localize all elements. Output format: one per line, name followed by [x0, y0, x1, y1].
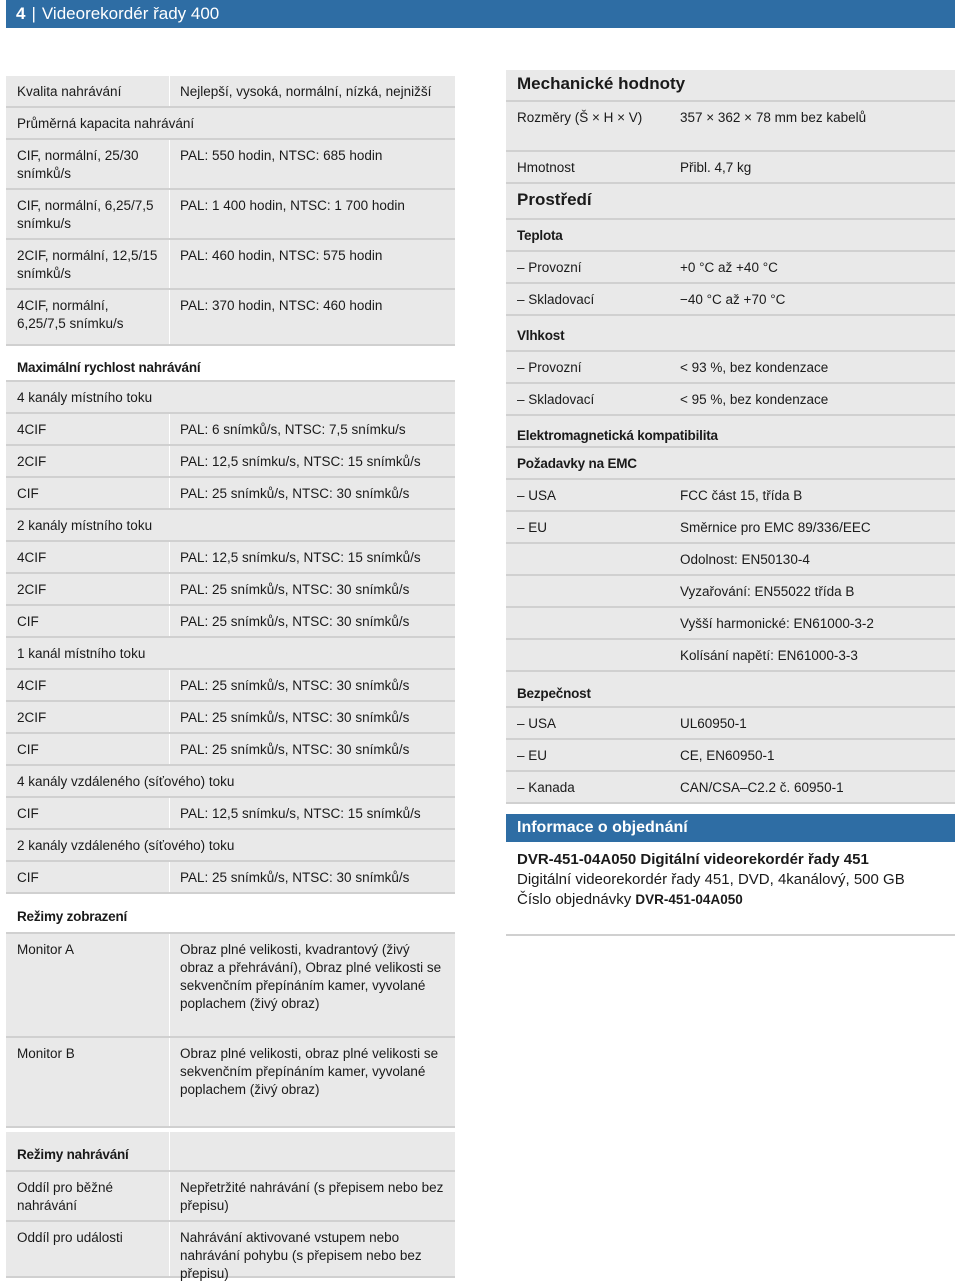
group-label: 2 kanály vzdáleného (síťového) toku: [6, 830, 455, 860]
spec-value: Nepřetržité nahrávání (s přepisem nebo bez přepisu): [170, 1172, 455, 1220]
spec-row: [6, 734, 455, 766]
spec-label: Hmotnost: [506, 152, 670, 182]
spec-value: −40 °C až +70 °C: [670, 284, 955, 314]
spec-row: [506, 608, 955, 640]
spec-row: [506, 576, 955, 608]
spec-label: CIF, normální, 25/30 snímků/s: [6, 140, 169, 188]
spec-value: PAL: 460 hodin, NTSC: 575 hodin: [170, 240, 455, 288]
group-label: 4 kanály vzdáleného (síťového) toku: [6, 766, 455, 796]
spec-value: PAL: 12,5 snímku/s, NTSC: 15 snímků/s: [170, 542, 455, 572]
document-title: Videorekordér řady 400: [41, 4, 220, 23]
spec-value: PAL: 25 snímků/s, NTSC: 30 snímků/s: [170, 734, 455, 764]
spec-label: CIF: [6, 606, 169, 636]
spec-value: Odolnost: EN50130-4: [670, 544, 955, 574]
spec-value: PAL: 370 hodin, NTSC: 460 hodin: [170, 290, 455, 344]
spec-row: [6, 542, 455, 574]
spec-label: Oddíl pro události: [6, 1222, 169, 1276]
spec-value: < 93 %, bez kondenzace: [670, 352, 955, 382]
spec-value: PAL: 12,5 snímku/s, NTSC: 15 snímků/s: [170, 446, 455, 476]
spec-label: Kvalita nahrávání: [6, 76, 169, 106]
spec-value: PAL: 550 hodin, NTSC: 685 hodin: [170, 140, 455, 188]
spec-row: [6, 414, 455, 446]
spec-value: 357 × 362 × 78 mm bez kabelů: [670, 102, 955, 150]
section-heading-row: [506, 70, 955, 102]
spec-label: 2CIF: [6, 702, 169, 732]
spec-row: [506, 740, 955, 772]
spec-value: PAL: 25 snímků/s, NTSC: 30 snímků/s: [170, 702, 455, 732]
section-heading-row: [506, 184, 955, 220]
recording-modes-heading: Režimy nahrávání: [6, 1132, 169, 1170]
spec-value: Obraz plné velikosti, kvadrantový (živý obraz a přehrávání), Obraz plné velikosti se sekvenčním přepínáním kamer, vyvolané poplachem (živý obraz): [170, 934, 455, 1036]
spec-label: Průměrná kapacita nahrávání: [6, 108, 455, 138]
spec-value: CAN/CSA–C2.2 č. 60950-1: [670, 772, 955, 802]
spec-row: [506, 102, 955, 152]
group-label: 4 kanály místního toku: [6, 382, 455, 412]
spec-row: [506, 480, 955, 512]
spec-row: [506, 544, 955, 576]
spec-row: [6, 108, 455, 140]
spec-value: Obraz plné velikosti, obraz plné velikosti se sekvenčním přepínáním kamer, vyvolané poplachem (živý obraz): [170, 1038, 455, 1126]
order-number-label: Číslo objednávky: [517, 891, 632, 908]
temperature-heading: Teplota: [506, 220, 955, 250]
spec-label: – EU: [506, 740, 670, 770]
spec-value: PAL: 12,5 snímku/s, NTSC: 15 snímků/s: [170, 798, 455, 828]
order-product-description: Digitální videorekordér řady 451, DVD, 4kanálový, 500 GB: [517, 871, 905, 888]
spec-value: FCC část 15, třída B: [670, 480, 955, 510]
spec-value: CE, EN60950-1: [670, 740, 955, 770]
spec-row: [6, 1172, 455, 1222]
spec-value: PAL: 25 snímků/s, NTSC: 30 snímků/s: [170, 606, 455, 636]
spec-label: – Provozní: [506, 252, 670, 282]
order-info-block: [506, 842, 955, 936]
spec-row: [6, 446, 455, 478]
spec-label: 4CIF: [6, 542, 169, 572]
spec-row: [6, 1222, 455, 1281]
spec-value: +0 °C až +40 °C: [670, 252, 955, 282]
spec-value: PAL: 25 snímků/s, NTSC: 30 snímků/s: [170, 862, 455, 892]
spec-row: [6, 290, 455, 346]
spec-label: 2CIF, normální, 12,5/15 snímků/s: [6, 240, 169, 288]
spec-row: [506, 152, 955, 184]
order-product-title: DVR-451-04A050 Digitální videorekordér řady 451: [517, 851, 869, 868]
group-label: 2 kanály místního toku: [6, 510, 455, 540]
spec-label: CIF: [6, 734, 169, 764]
spec-value: Směrnice pro EMC 89/336/EEC: [670, 512, 955, 542]
spec-row: [6, 702, 455, 734]
spec-label: 4CIF: [6, 414, 169, 444]
spec-label: CIF: [6, 862, 169, 892]
spec-value-empty: [170, 1132, 455, 1170]
spec-label: 2CIF: [6, 446, 169, 476]
spec-row: [6, 670, 455, 702]
section-heading-row: [6, 346, 455, 382]
spec-row: [6, 606, 455, 638]
spec-row: [6, 1132, 455, 1172]
spec-label: – Provozní: [506, 352, 670, 382]
spec-row: [6, 934, 455, 1038]
spec-row: [506, 672, 955, 708]
order-number-code: DVR-451-04A050: [635, 892, 743, 907]
environment-heading: Prostředí: [506, 184, 955, 218]
spec-row: [506, 220, 955, 252]
spec-value: Nahrávání aktivované vstupem nebo nahrávání pohybu (s přepisem nebo bez přepisu): [170, 1222, 455, 1276]
spec-row: [506, 448, 955, 480]
spec-label: 4CIF: [6, 670, 169, 700]
spec-row: [6, 478, 455, 510]
spec-row: [506, 640, 955, 672]
max-speed-heading: Maximální rychlost nahrávání: [6, 346, 455, 380]
group-label: 1 kanál místního toku: [6, 638, 455, 668]
spec-value: Přibl. 4,7 kg: [670, 152, 955, 182]
spec-label: – Kanada: [506, 772, 670, 802]
spec-value: PAL: 25 snímků/s, NTSC: 30 snímků/s: [170, 574, 455, 604]
spec-label: Monitor B: [6, 1038, 169, 1126]
spec-label: CIF, normální, 6,25/7,5 snímku/s: [6, 190, 169, 238]
spec-label: CIF: [6, 478, 169, 508]
spec-row: [506, 316, 955, 352]
emc-requirements-heading: Požadavky na EMC: [506, 448, 955, 478]
spec-value: PAL: 25 snímků/s, NTSC: 30 snímků/s: [170, 478, 455, 508]
spec-value: PAL: 1 400 hodin, NTSC: 1 700 hodin: [170, 190, 455, 238]
spec-row: [506, 352, 955, 384]
spec-row: [6, 510, 455, 542]
spec-label: Rozměry (Š × H × V): [506, 102, 670, 150]
spec-value: PAL: 6 snímků/s, NTSC: 7,5 snímku/s: [170, 414, 455, 444]
spec-row: [6, 638, 455, 670]
display-modes-heading: Režimy zobrazení: [6, 894, 455, 932]
spec-row: [6, 574, 455, 606]
spec-label: Oddíl pro běžné nahrávání: [6, 1172, 169, 1220]
spec-label-empty: [506, 640, 670, 670]
spec-label: – USA: [506, 480, 670, 510]
spec-value: PAL: 25 snímků/s, NTSC: 30 snímků/s: [170, 670, 455, 700]
spec-value: Kolísání napětí: EN61000-3-3: [670, 640, 955, 670]
spec-value: Nejlepší, vysoká, normální, nízká, nejnižší: [170, 76, 455, 106]
spec-row: [506, 708, 955, 740]
section-heading-row: [6, 894, 455, 934]
spec-row: [506, 384, 955, 416]
spec-label: CIF: [6, 798, 169, 828]
spec-label: – USA: [506, 708, 670, 738]
emc-heading: Elektromagnetická kompatibilita: [506, 416, 955, 446]
spec-label-empty: [506, 576, 670, 606]
spec-label: – EU: [506, 512, 670, 542]
spec-row: [6, 76, 455, 108]
safety-heading: Bezpečnost: [506, 672, 955, 706]
spec-row: [506, 284, 955, 316]
spec-label: Monitor A: [6, 934, 169, 1036]
spec-row: [6, 190, 455, 240]
spec-label: – Skladovací: [506, 384, 670, 414]
spec-row: [6, 382, 455, 414]
spec-label: 4CIF, normální, 6,25/7,5 snímku/s: [6, 290, 169, 344]
spec-row: [506, 512, 955, 544]
spec-value: Vyzařování: EN55022 třída B: [670, 576, 955, 606]
left-spec-column: [6, 76, 455, 1281]
page-header: [6, 0, 955, 28]
spec-value: UL60950-1: [670, 708, 955, 738]
spec-row: [506, 772, 955, 804]
spec-label-empty: [506, 544, 670, 574]
page-number: 4: [16, 4, 26, 23]
spec-row: [6, 862, 455, 894]
spec-row: [6, 240, 455, 290]
spec-row: [6, 830, 455, 862]
humidity-heading: Vlhkost: [506, 316, 955, 350]
header-separator: |: [31, 4, 36, 23]
spec-row: [6, 766, 455, 798]
mechanical-heading: Mechanické hodnoty: [506, 70, 955, 100]
spec-row: [6, 1038, 455, 1128]
spec-row: [506, 252, 955, 284]
spec-label: – Skladovací: [506, 284, 670, 314]
spec-row: [6, 140, 455, 190]
spec-value: < 95 %, bez kondenzace: [670, 384, 955, 414]
right-spec-column: [506, 70, 955, 936]
spec-value: Vyšší harmonické: EN61000-3-2: [670, 608, 955, 638]
spec-row: [6, 798, 455, 830]
spec-label-empty: [506, 608, 670, 638]
order-info-heading: Informace o objednání: [506, 814, 955, 842]
spec-label: 2CIF: [6, 574, 169, 604]
spec-row: [506, 416, 955, 448]
order-number-line: [517, 890, 944, 910]
